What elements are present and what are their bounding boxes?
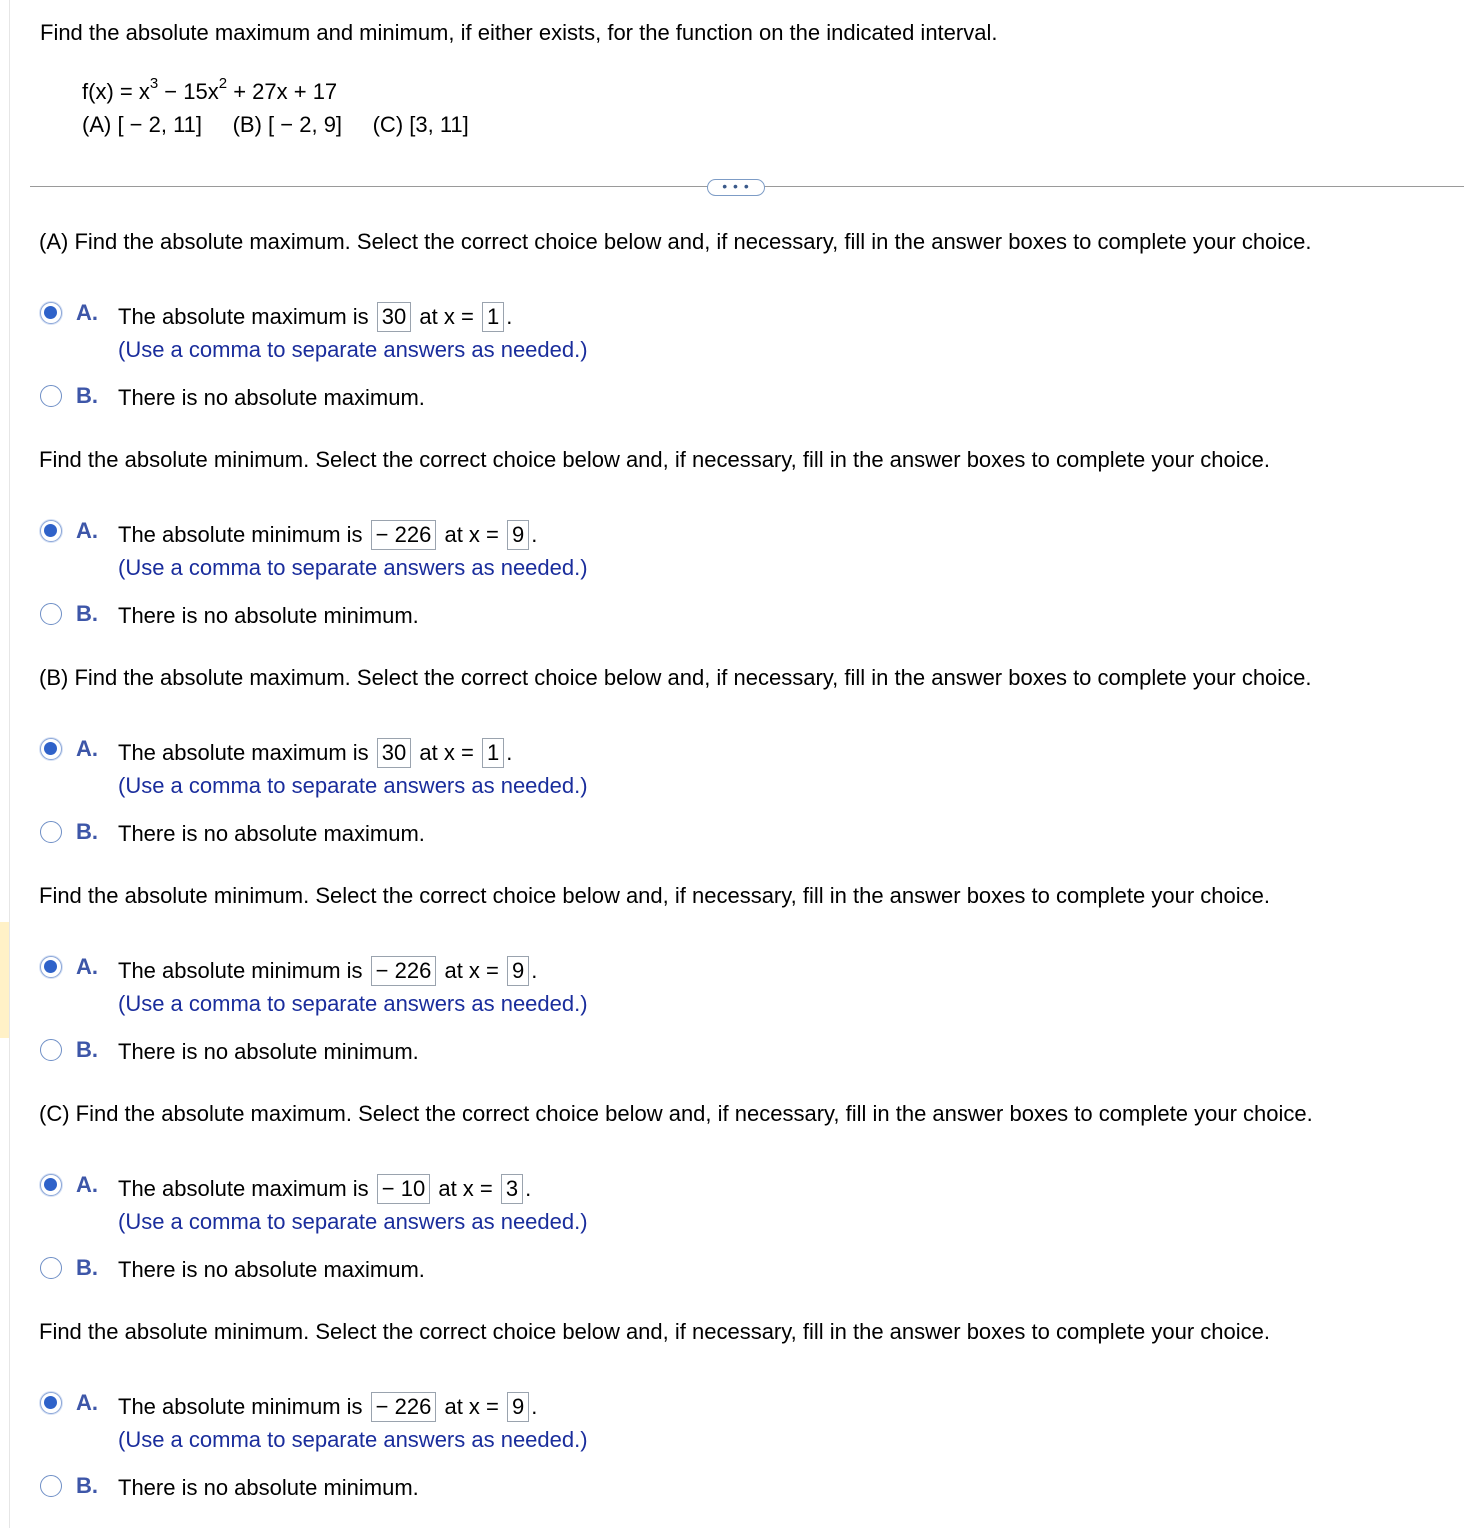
hint-text: (Use a comma to separate answers as needed.) xyxy=(118,773,588,798)
radio-button-selected[interactable] xyxy=(40,302,62,324)
scroll-highlight xyxy=(0,922,9,1038)
question-heading: Find the absolute minimum. Select the correct choice below and, if necessary, fill in the answer boxes to complete your choice. xyxy=(39,447,1270,472)
answer-value-box[interactable]: − 226 xyxy=(371,520,437,550)
hint-text: (Use a comma to separate answers as needed.) xyxy=(118,337,588,362)
hint-text: (Use a comma to separate answers as needed.) xyxy=(118,1209,588,1234)
radio-button-selected[interactable] xyxy=(40,520,62,542)
answer-x-box[interactable]: 3 xyxy=(501,1174,523,1204)
hint-text: (Use a comma to separate answers as needed.) xyxy=(118,1427,588,1452)
answer-value-box[interactable]: − 10 xyxy=(377,1174,430,1204)
problem-prompt: Find the absolute maximum and minimum, if either exists, for the function on the indicated interval. xyxy=(40,20,998,45)
radio-button-selected[interactable] xyxy=(40,1392,62,1414)
question-heading: (B) Find the absolute maximum. Select the correct choice below and, if necessary, fill in the answer boxes to complete your choice. xyxy=(39,665,1312,690)
answer-value-box[interactable]: 30 xyxy=(377,302,411,332)
radio-button[interactable] xyxy=(40,603,62,625)
radio-button-selected[interactable] xyxy=(40,1174,62,1196)
answer-x-box[interactable]: 9 xyxy=(507,956,529,986)
answer-x-box[interactable]: 9 xyxy=(507,1392,529,1422)
radio-button[interactable] xyxy=(40,1475,62,1497)
interval-b: (B) [ − 2, 9] xyxy=(232,112,343,137)
more-options-button[interactable]: • • • xyxy=(707,179,765,196)
answer-x-box[interactable]: 1 xyxy=(482,302,504,332)
interval-list xyxy=(82,111,469,139)
question-heading: (C) Find the absolute maximum. Select the correct choice below and, if necessary, fill in the answer boxes to complete your choice. xyxy=(39,1101,1313,1126)
interval-c: (C) [3, 11] xyxy=(372,112,469,137)
question-heading: (A) Find the absolute maximum. Select the correct choice below and, if necessary, fill in the answer boxes to complete your choice. xyxy=(39,229,1312,254)
hint-text: (Use a comma to separate answers as needed.) xyxy=(118,991,588,1016)
question-heading: Find the absolute minimum. Select the correct choice below and, if necessary, fill in the answer boxes to complete your choice. xyxy=(39,883,1270,908)
left-border xyxy=(9,0,10,1528)
answer-value-box[interactable]: − 226 xyxy=(371,1392,437,1422)
radio-button[interactable] xyxy=(40,1257,62,1279)
answer-x-box[interactable]: 1 xyxy=(482,738,504,768)
function-formula: $f(x) = x^3 - 15x^2 + 27x + 17$ xyxy=(82,74,338,104)
hint-text: (Use a comma to separate answers as needed.) xyxy=(118,555,588,580)
answer-value-box[interactable]: − 226 xyxy=(371,956,437,986)
radio-button[interactable] xyxy=(40,385,62,407)
radio-button[interactable] xyxy=(40,1039,62,1061)
interval-a: (A) [ − 2, 11] xyxy=(82,112,203,137)
radio-button[interactable] xyxy=(40,821,62,843)
radio-button-selected[interactable] xyxy=(40,956,62,978)
question-heading: Find the absolute minimum. Select the correct choice below and, if necessary, fill in the answer boxes to complete your choice. xyxy=(39,1319,1270,1344)
radio-button-selected[interactable] xyxy=(40,738,62,760)
answer-x-box[interactable]: 9 xyxy=(507,520,529,550)
answer-value-box[interactable]: 30 xyxy=(377,738,411,768)
